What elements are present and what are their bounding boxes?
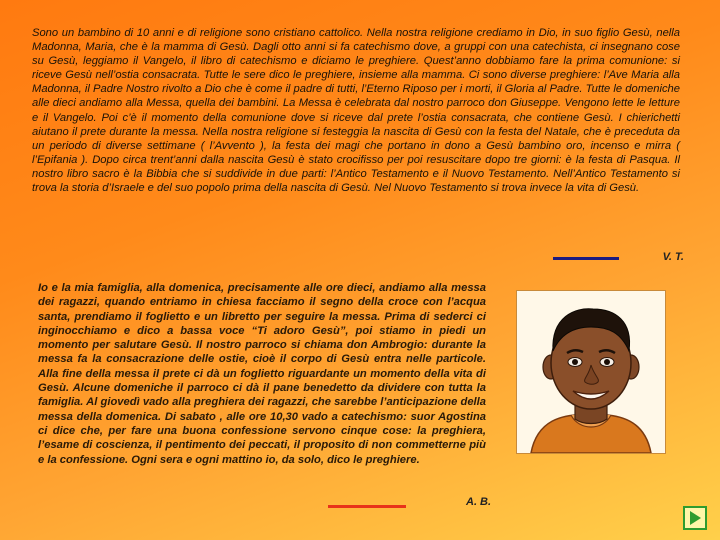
next-arrow-icon	[685, 508, 705, 528]
boy-portrait-icon	[516, 290, 666, 454]
story-two-signature: A. B.	[466, 496, 492, 508]
next-slide-button[interactable]	[683, 506, 707, 530]
story-one-signature: V. T.	[662, 251, 684, 263]
story-two-text: Io e la mia famiglia, alla domenica, precisamente alle ore dieci, andiamo alla messa dei ragazzi, quando entriamo in chiesa facciamo il segno della croce con l’acqua santa, prendiamo il foglietto e un libretto per seguire la messa. Prima di sederci ci inginocchiamo e dico a bassa voce “Ti adoro Gesù”, poi stiamo in piedi un momento per salutare Gesù. Il nostro parroco si chiama don Ambrogio: durante la messa fa la consacrazione delle ostie, cioè il corpo di Gesù entra nelle particole. Alla fine della messa il prete ci dà un foglietto riguardante un momento della vita di Gesù. Alcune domeniche il parroco ci dà il pane benedetto da dividere con tutta la famiglia. Al giovedì vado alla preghiera dei ragazzi, che sarebbe l’anticipazione della messa della domenica. Di sabato , alle ore 10,30 vado a catechismo: suor Agostina ci dice che, per fare una buona confessione servono cinque cose: la preghiera, l’esame di coscienza, il pentimento dei peccati, il proposito di non commetterne più e la confessione. Ogni sera e ogni mattino io, da solo, dico le preghiere.	[38, 282, 486, 466]
divider-line-blue	[553, 257, 619, 260]
divider-line-red	[328, 505, 406, 508]
story-one-text: Sono un bambino di 10 anni e di religione sono cristiano cattolico. Nella nostra religione crediamo in Dio, in suo figlio Gesù, nella Madonna, Maria, che è la mamma di Gesù. Dagli otto anni si fa catechismo dove, a gruppi con una catechista, ci insegnano cose su Gesù, leggiamo il Vangelo, il libro di catechismo e diciamo le preghiere. Quest’anno dobbiamo fare la prima comunione: si riceve Gesù nell’ostia consacrata. Tutte le sere dico le preghiere, insieme alla mamma. Ci sono diverse preghiere: l’Ave Maria alla Madonna, il Padre Nostro rivolto a Dio che è come il padre di tutti, l’Eterno Riposo per i morti, il Gloria al Padre. Tutte le domeniche alle dieci andiamo alla Messa, quella dei bambini. La Messa è celebrata dal nostro parroco don Giuseppe. Vengono lette le letture e il Vangelo. Poi c’è il momento della comunione dove si riceve dal prete l’ostia consacrata, che contiene Gesù. I chierichetti aiutano il prete durante la messa. Nella nostra religione si festeggia la nascita di Gesù con la festa del Natale, che è preceduta da un periodo di diverse settimane ( l’Avvento ), la festa dei magi che portano in dono a Gesù bambino oro, incenso e mirra ( l’Epifania ). Dopo circa trent’anni dalla nascita Gesù è stato crocifisso per poi resuscitare dopo tre giorni: è la festa di Pasqua. Il nostro libro sacro è la Bibbia che si suddivide in due parti: l’Antico Testamento e il Nuovo Testamento. Nell’Antico Testamento si trova la storia d’Israele e del suo popolo prima della nascita di Gesù. Nel Nuovo Testamento si trova invece la vita di Gesù.	[32, 27, 680, 195]
